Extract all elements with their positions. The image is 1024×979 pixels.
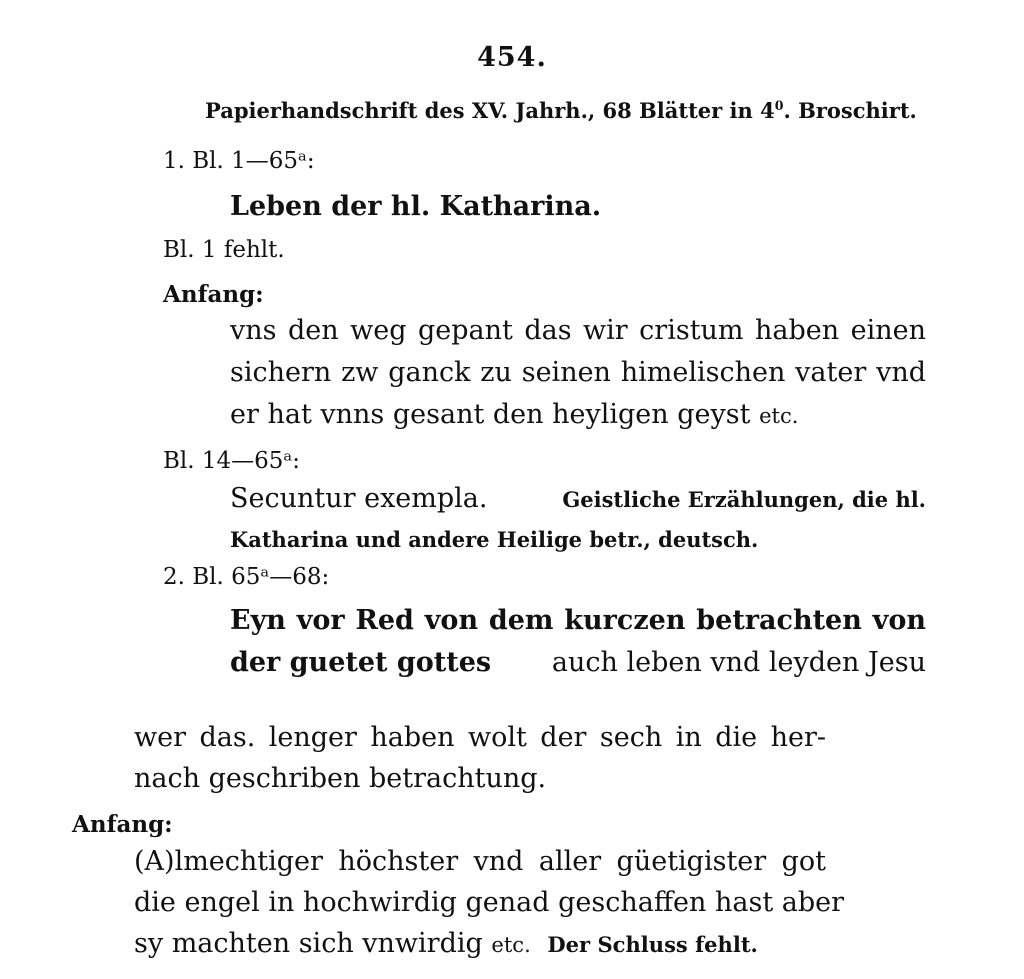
section-1-sub-text-line-1 xyxy=(230,485,926,512)
section-2-title-line-2 xyxy=(230,649,926,676)
section-2-anfang-label: Anfang: xyxy=(72,811,173,838)
continuation-line-2: nach geschriben betrachtung. xyxy=(134,763,547,794)
continuation-line-1: wer das. lenger haben wolt der sech in die her- xyxy=(134,722,826,753)
manuscript-description xyxy=(205,100,917,121)
section-1-sub-text-line-2: Katharina und andere Heilige betr., deutsch. xyxy=(230,527,759,552)
section-1-anfang-line-1: vns den weg gepant das wir cristum haben einen xyxy=(230,315,926,346)
section-1-title: Leben der hl. Katharina. xyxy=(230,191,602,222)
description-superscript: 0 xyxy=(774,98,784,113)
section-2-etc: etc. xyxy=(491,932,531,957)
section-2-title-line-1: Eyn vor Red von dem kurczen betrachten von xyxy=(230,605,926,636)
closing-note: Der Schluss fehlt. xyxy=(547,932,758,957)
section-2-title-bold-part: der guetet gottes xyxy=(230,647,492,678)
description-text-end: . Broschirt. xyxy=(783,98,917,123)
section-1-anfang-line-3 xyxy=(230,401,798,428)
section-1-anfang-line-2: sichern zw ganck zu seinen himelischen vater vnd xyxy=(230,357,926,388)
section-2-anfang-line-2: die engel in hochwirdig genad geschaffen hast aber xyxy=(134,887,845,918)
section-1-etc: etc. xyxy=(759,403,799,428)
section-1-anfang-text: er hat vnns gesant den heyligen geyst xyxy=(230,399,751,430)
section-2-anfang-line-1: (A)lmechtiger höchster vnd aller güetigister got xyxy=(134,846,826,877)
description-text: Papierhandschrift des XV. Jahrh., 68 Blätter in 4 xyxy=(205,98,775,123)
section-2-reference: 2. Bl. 65ᵃ—68: xyxy=(163,564,330,590)
section-1-reference: 1. Bl. 1—65ᵃ: xyxy=(163,148,315,174)
section-1-anfang-label: Anfang: xyxy=(163,281,264,308)
page-number: 454. xyxy=(477,42,547,73)
section-1-sub-reference: Bl. 14—65ᵃ: xyxy=(163,448,301,474)
sub-text-description: Geistliche Erzählungen, die hl. xyxy=(562,487,926,512)
section-2-anfang-line-3 xyxy=(134,930,758,957)
section-2-title-rest: auch leben vnd leyden Jesu xyxy=(551,647,926,678)
section-1-note: Bl. 1 fehlt. xyxy=(163,237,285,263)
secuntur-exempla: Secuntur exempla. xyxy=(230,483,488,514)
section-2-anfang-text: sy machten sich vnwirdig xyxy=(134,928,483,959)
